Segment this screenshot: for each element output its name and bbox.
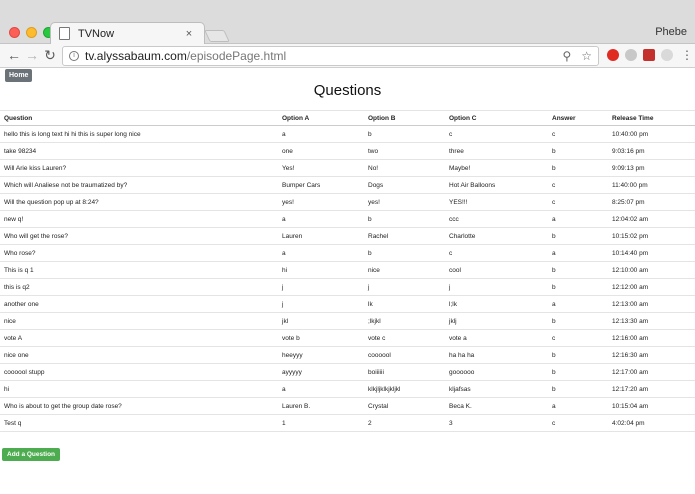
- eye-extension-icon[interactable]: [661, 49, 673, 61]
- cell-option-c: Charlotte: [445, 228, 548, 245]
- table-row: [0, 279, 695, 296]
- cell-release-time: 11:40:00 pm: [608, 177, 695, 194]
- cell-option-b: b: [364, 126, 445, 143]
- cell-option-b: klkjljklkjkljkl: [364, 381, 445, 398]
- cell-option-a: hi: [278, 262, 364, 279]
- cell-answer: a: [548, 245, 608, 262]
- cell-question: hello this is long text hi hi this is super long nice: [0, 126, 278, 143]
- cell-option-a: jkl: [278, 313, 364, 330]
- cell-option-c: goooooo: [445, 364, 548, 381]
- cell-release-time: 10:14:40 pm: [608, 245, 695, 262]
- cell-release-time: 9:09:13 pm: [608, 160, 695, 177]
- cell-option-a: a: [278, 126, 364, 143]
- cell-option-b: nice: [364, 262, 445, 279]
- table-row: [0, 398, 695, 415]
- table-row: [0, 228, 695, 245]
- table-row: [0, 313, 695, 330]
- cell-option-c: c: [445, 245, 548, 262]
- cell-option-c: cool: [445, 262, 548, 279]
- cell-option-c: vote a: [445, 330, 548, 347]
- header-option-b: Option B: [364, 111, 445, 126]
- tab-close-icon[interactable]: ×: [185, 27, 193, 40]
- cell-answer: b: [548, 364, 608, 381]
- cell-question: another one: [0, 296, 278, 313]
- table-row: [0, 245, 695, 262]
- cell-option-c: 3: [445, 415, 548, 432]
- cell-option-c: ha ha ha: [445, 347, 548, 364]
- cell-question: Will the question pop up at 8:24?: [0, 194, 278, 211]
- cell-option-c: l;lk: [445, 296, 548, 313]
- cell-option-a: Bumper Cars: [278, 177, 364, 194]
- cell-answer: b: [548, 262, 608, 279]
- cell-question: nice one: [0, 347, 278, 364]
- cell-answer: b: [548, 143, 608, 160]
- page-info-icon[interactable]: i: [69, 51, 79, 61]
- page-favicon-icon: [59, 27, 70, 40]
- cell-question: vote A: [0, 330, 278, 347]
- cell-option-b: 2: [364, 415, 445, 432]
- cell-release-time: 12:10:00 am: [608, 262, 695, 279]
- cell-release-time: 12:17:20 am: [608, 381, 695, 398]
- cell-release-time: 8:25:07 pm: [608, 194, 695, 211]
- browser-toolbar: [0, 44, 695, 68]
- reload-icon[interactable]: ↻: [44, 47, 56, 63]
- star-icon[interactable]: ☆: [581, 49, 592, 63]
- cell-option-a: Lauren B.: [278, 398, 364, 415]
- shield-extension-icon[interactable]: [625, 49, 637, 61]
- home-button[interactable]: Home: [5, 69, 32, 82]
- search-icon[interactable]: ⚲: [562, 49, 572, 63]
- cell-release-time: 12:04:02 am: [608, 211, 695, 228]
- cell-option-c: ccc: [445, 211, 548, 228]
- cell-question: take 98234: [0, 143, 278, 160]
- cell-release-time: 10:15:04 am: [608, 398, 695, 415]
- back-arrow-icon[interactable]: ←: [7, 47, 21, 63]
- close-window-button[interactable]: [9, 27, 20, 38]
- cell-option-b: vote c: [364, 330, 445, 347]
- cell-option-c: jklj: [445, 313, 548, 330]
- cell-option-b: lk: [364, 296, 445, 313]
- cell-answer: b: [548, 228, 608, 245]
- cell-release-time: 9:03:16 pm: [608, 143, 695, 160]
- table-header-row: [0, 111, 695, 126]
- cell-option-b: boiiiiii: [364, 364, 445, 381]
- table-row: [0, 126, 695, 143]
- cell-option-a: heeyyy: [278, 347, 364, 364]
- table-row: [0, 296, 695, 313]
- cell-option-a: vote b: [278, 330, 364, 347]
- cell-option-c: Maybe!: [445, 160, 548, 177]
- cell-answer: c: [548, 177, 608, 194]
- table-row: [0, 364, 695, 381]
- table-row: [0, 330, 695, 347]
- cell-release-time: 10:15:02 pm: [608, 228, 695, 245]
- cell-question: Which will Analiese not be traumatized by?: [0, 177, 278, 194]
- url-host: tv.alyssabaum.com: [85, 49, 187, 63]
- cell-question: hi: [0, 381, 278, 398]
- cell-option-c: Hot Air Balloons: [445, 177, 548, 194]
- table-row: [0, 177, 695, 194]
- cell-option-c: Beca K.: [445, 398, 548, 415]
- window-controls: [9, 27, 54, 38]
- table-row: [0, 160, 695, 177]
- cell-question: new q!: [0, 211, 278, 228]
- cell-option-a: a: [278, 245, 364, 262]
- cell-answer: c: [548, 415, 608, 432]
- cell-release-time: 10:40:00 pm: [608, 126, 695, 143]
- cell-question: Who is about to get the group date rose?: [0, 398, 278, 415]
- browser-titlebar: [0, 0, 695, 44]
- header-question: Question: [0, 111, 278, 126]
- cell-option-b: yes!: [364, 194, 445, 211]
- table-row: [0, 211, 695, 228]
- table-row: [0, 194, 695, 211]
- cell-question: Will Arie kiss Lauren?: [0, 160, 278, 177]
- table-row: [0, 262, 695, 279]
- browser-tab[interactable]: [50, 22, 205, 44]
- cell-release-time: 12:16:00 am: [608, 330, 695, 347]
- cell-question: Test q: [0, 415, 278, 432]
- profile-name[interactable]: Phebe: [655, 26, 687, 38]
- cell-option-a: a: [278, 211, 364, 228]
- ublock-extension-icon[interactable]: [643, 49, 655, 61]
- cell-question: Who rose?: [0, 245, 278, 262]
- cell-release-time: 12:16:30 am: [608, 347, 695, 364]
- cell-question: Who will get the rose?: [0, 228, 278, 245]
- cell-option-a: Lauren: [278, 228, 364, 245]
- add-question-button[interactable]: Add a Question: [2, 448, 60, 461]
- cell-release-time: 4:02:04 pm: [608, 415, 695, 432]
- cell-option-b: No!: [364, 160, 445, 177]
- table-row: [0, 347, 695, 364]
- cell-option-a: one: [278, 143, 364, 160]
- cell-option-b: ;lkjkl: [364, 313, 445, 330]
- address-bar[interactable]: [62, 46, 599, 66]
- cell-release-time: 12:13:30 am: [608, 313, 695, 330]
- cell-option-b: two: [364, 143, 445, 160]
- url-path: /episodePage.html: [186, 49, 287, 63]
- questions-table: [0, 110, 695, 432]
- table-row: [0, 143, 695, 160]
- new-tab-button[interactable]: [204, 30, 230, 42]
- cell-answer: c: [548, 330, 608, 347]
- header-option-c: Option C: [445, 111, 548, 126]
- forward-arrow-icon[interactable]: →: [25, 47, 39, 63]
- cell-option-a: 1: [278, 415, 364, 432]
- cell-answer: b: [548, 160, 608, 177]
- minimize-window-button[interactable]: [26, 27, 37, 38]
- cell-answer: b: [548, 279, 608, 296]
- table-body: [0, 126, 695, 432]
- cell-answer: c: [548, 194, 608, 211]
- cell-option-b: coooool: [364, 347, 445, 364]
- table-row: [0, 381, 695, 398]
- cell-release-time: 12:13:00 am: [608, 296, 695, 313]
- cell-option-c: c: [445, 126, 548, 143]
- cell-option-a: yes!: [278, 194, 364, 211]
- cell-question: this is q2: [0, 279, 278, 296]
- table-row: [0, 415, 695, 432]
- cell-option-c: three: [445, 143, 548, 160]
- cell-option-c: kljafsas: [445, 381, 548, 398]
- cell-option-c: YES!!!: [445, 194, 548, 211]
- cell-question: nice: [0, 313, 278, 330]
- cell-release-time: 12:12:00 am: [608, 279, 695, 296]
- cell-option-b: j: [364, 279, 445, 296]
- cell-option-a: ayyyyy: [278, 364, 364, 381]
- header-answer: Answer: [548, 111, 608, 126]
- kebab-menu-icon[interactable]: ⋮: [681, 48, 693, 62]
- cell-answer: a: [548, 398, 608, 415]
- cell-option-c: j: [445, 279, 548, 296]
- cell-option-b: Dogs: [364, 177, 445, 194]
- cell-option-a: j: [278, 279, 364, 296]
- cell-option-a: j: [278, 296, 364, 313]
- page-title: Questions: [313, 82, 382, 99]
- cell-option-a: Yes!: [278, 160, 364, 177]
- cell-option-b: b: [364, 211, 445, 228]
- cell-answer: b: [548, 313, 608, 330]
- opera-extension-icon[interactable]: [607, 49, 619, 61]
- cell-release-time: 12:17:00 am: [608, 364, 695, 381]
- tab-title: TVNow: [78, 27, 115, 40]
- cell-option-b: b: [364, 245, 445, 262]
- cell-option-a: a: [278, 381, 364, 398]
- header-option-a: Option A: [278, 111, 364, 126]
- cell-option-b: Crystal: [364, 398, 445, 415]
- cell-answer: b: [548, 347, 608, 364]
- header-release-time: Release Time: [608, 111, 695, 126]
- cell-answer: a: [548, 211, 608, 228]
- cell-question: coooool stupp: [0, 364, 278, 381]
- cell-question: This is q 1: [0, 262, 278, 279]
- cell-answer: a: [548, 296, 608, 313]
- cell-option-b: Rachel: [364, 228, 445, 245]
- cell-answer: b: [548, 381, 608, 398]
- cell-answer: c: [548, 126, 608, 143]
